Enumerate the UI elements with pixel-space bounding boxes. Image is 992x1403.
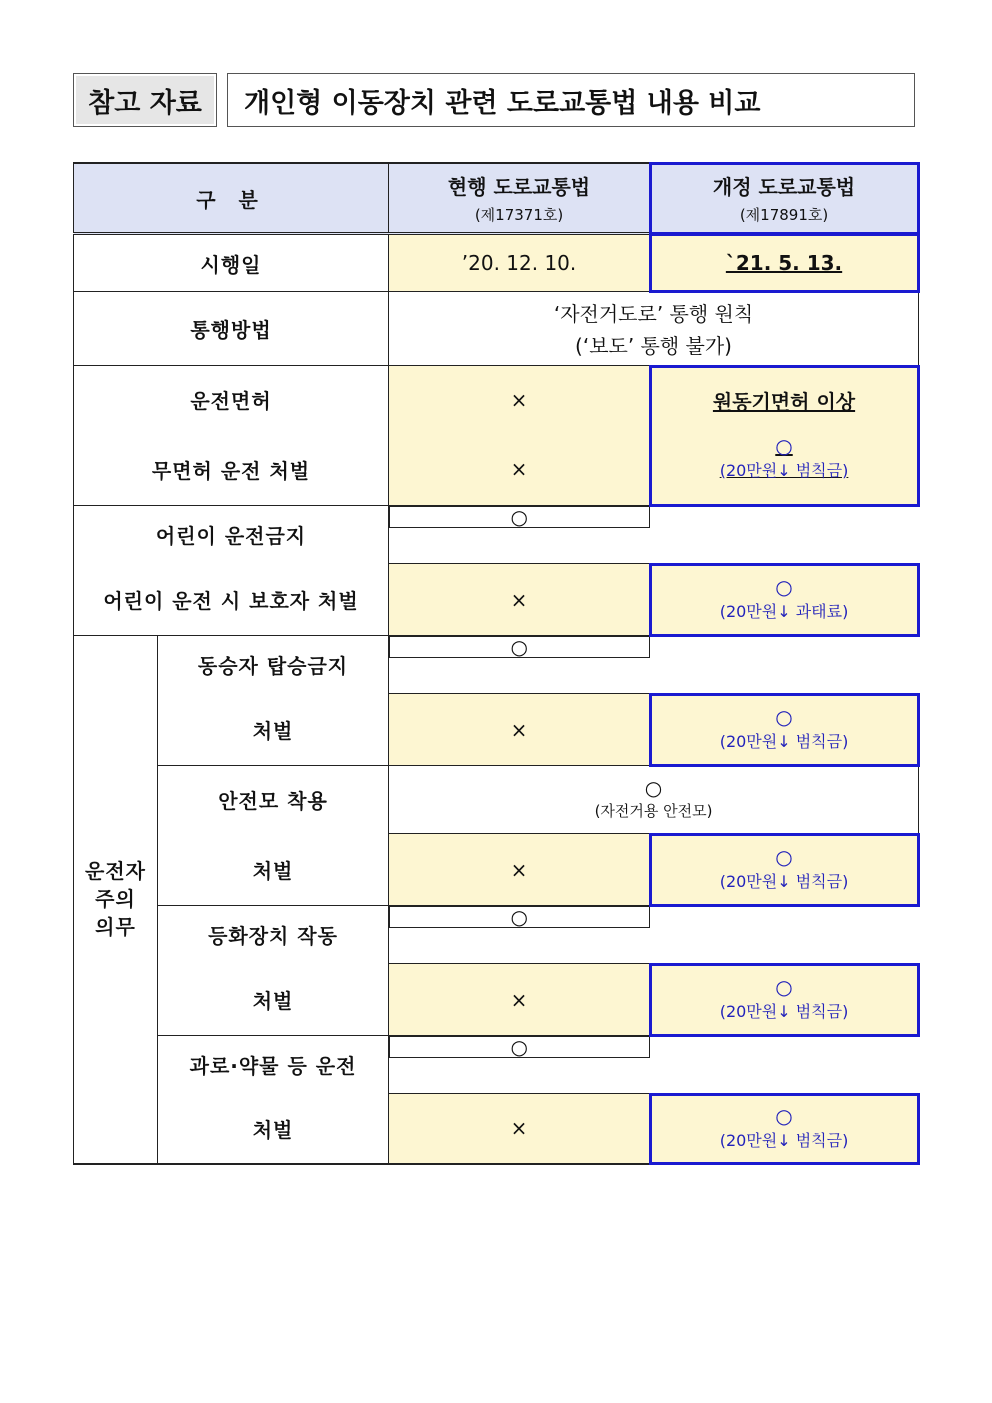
- passenger-penalty-mark: ○: [775, 705, 793, 729]
- helmet-penalty-current: ×: [389, 834, 650, 906]
- helmet-note: (자전거용 안전모): [594, 802, 713, 820]
- traffic-method-line1: ‘자전거도로’ 통행 원칙: [553, 302, 754, 326]
- header-revised-number: (제17891호): [739, 206, 829, 224]
- table-row-effective-date: [74, 234, 919, 292]
- table-row-license: [74, 366, 919, 434]
- helmet-penalty-mark: ○: [775, 845, 793, 869]
- license-label: 운전면허: [74, 366, 389, 434]
- child-ban-label: 어린이 운전금지: [74, 506, 389, 564]
- reference-label: [73, 73, 217, 127]
- helmet-penalty-note: (20만원↓ 범칙금): [719, 872, 849, 891]
- helmet-value: ○: [644, 776, 663, 800]
- license-revised: 원동기면허 이상: [712, 390, 856, 414]
- table-row-passenger-penalty: [74, 694, 919, 766]
- duty-group-label-2: 주의: [95, 887, 136, 912]
- impaired-penalty-revised: [650, 1094, 919, 1164]
- guardian-revised: [650, 564, 919, 636]
- guardian-revised-note: (20만원↓ 과태료): [719, 602, 849, 621]
- impaired-penalty-mark: ○: [775, 1103, 793, 1128]
- effective-date-current: ’20. 12. 10.: [389, 234, 650, 292]
- guardian-current: ×: [389, 564, 650, 636]
- license-current: ×: [389, 366, 650, 434]
- traffic-method-value: [389, 292, 919, 366]
- header-current-title: 현행 도로교통법: [447, 175, 591, 199]
- page-title-text: 개인형 이동장치 관련 도로교통법 내용 비교: [244, 87, 761, 119]
- impaired-label: 과로·약물 등 운전: [158, 1036, 389, 1094]
- header-current-number: (제17371호): [474, 206, 564, 224]
- header-revised-law: [650, 163, 919, 234]
- passenger-label: 동승자 탑승금지: [158, 636, 389, 694]
- table-row-helmet-penalty: [74, 834, 919, 906]
- lights-label: 등화장치 작동: [158, 906, 389, 964]
- header-current-law: [389, 163, 650, 234]
- impaired-penalty-note: (20만원↓ 범칙금): [719, 1130, 849, 1150]
- table-row-impaired: [74, 1036, 919, 1094]
- impaired-value: ○: [389, 1036, 650, 1058]
- traffic-method-label: 통행방법: [74, 292, 389, 366]
- guardian-label: 어린이 운전 시 보호자 처벌: [74, 564, 389, 636]
- guardian-revised-mark: ○: [775, 575, 793, 599]
- lights-penalty-label: 처벌: [158, 964, 389, 1036]
- unlicensed-current: ×: [389, 434, 650, 506]
- traffic-method-line2: (‘보도’ 통행 불가): [575, 334, 732, 358]
- impaired-penalty-label: 처벌: [158, 1094, 389, 1164]
- table-row-helmet: [74, 766, 919, 834]
- effective-date-label: 시행일: [74, 234, 389, 292]
- unlicensed-revised-note: (20만원↓ 범칙금): [719, 461, 849, 480]
- helmet-penalty-revised: [650, 834, 919, 906]
- helmet-value-cell: [389, 766, 919, 834]
- table-row-lights: [74, 906, 919, 964]
- table-row-child-ban: [74, 506, 919, 564]
- table-header-row: [74, 163, 919, 234]
- child-ban-value: ○: [389, 506, 650, 528]
- lights-penalty-current: ×: [389, 964, 650, 1036]
- table-row-impaired-penalty: [74, 1094, 919, 1164]
- comparison-table: [73, 162, 919, 1165]
- table-row-passenger: [74, 636, 919, 694]
- lights-value: ○: [389, 906, 650, 928]
- passenger-penalty-revised: [650, 694, 919, 766]
- lights-penalty-revised: [650, 964, 919, 1036]
- passenger-value: ○: [389, 636, 650, 658]
- header-revised-title: 개정 도로교통법: [712, 175, 856, 199]
- header-category-text: 구 분: [196, 187, 266, 212]
- page-title: [227, 73, 915, 127]
- table-row-guardian: [74, 564, 919, 636]
- duty-group-label-3: 의무: [95, 915, 136, 940]
- passenger-penalty-label: 처벌: [158, 694, 389, 766]
- effective-date-revised: `21. 5. 13.: [650, 234, 919, 292]
- header-category: [74, 163, 389, 234]
- license-revised-cell: [650, 366, 919, 506]
- passenger-penalty-current: ×: [389, 694, 650, 766]
- helmet-penalty-label: 처벌: [158, 834, 389, 906]
- duty-group-label-1: 운전자: [85, 859, 146, 884]
- helmet-label: 안전모 착용: [158, 766, 389, 834]
- table-row-lights-penalty: [74, 964, 919, 1036]
- unlicensed-revised-mark: ○: [775, 434, 793, 458]
- impaired-penalty-current: ×: [389, 1094, 650, 1164]
- lights-penalty-mark: ○: [775, 975, 793, 999]
- unlicensed-label: 무면허 운전 처벌: [74, 434, 389, 506]
- duty-group-label: [74, 636, 158, 1164]
- reference-label-text: 참고 자료: [88, 87, 202, 119]
- lights-penalty-note: (20만원↓ 범칙금): [719, 1002, 849, 1021]
- passenger-penalty-note: (20만원↓ 범칙금): [719, 732, 849, 751]
- table-row-traffic-method: [74, 292, 919, 366]
